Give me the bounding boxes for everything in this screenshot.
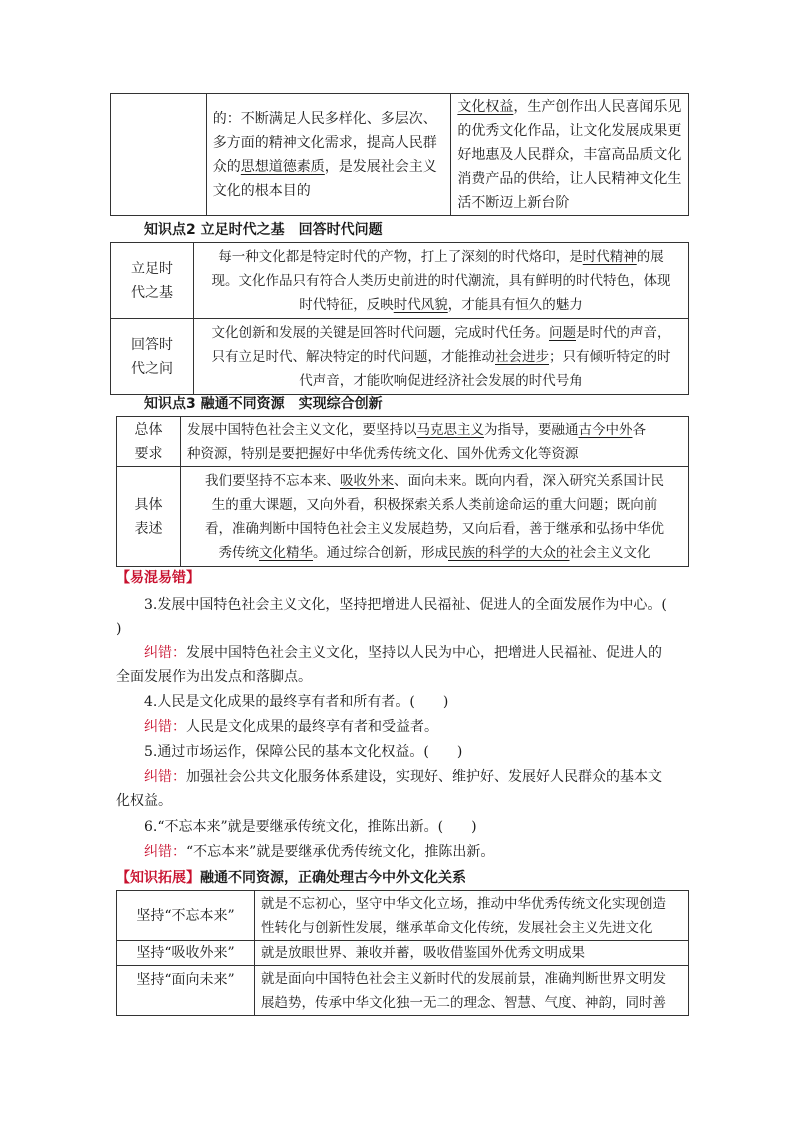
expand-row1-label: 坚持“不忘本来” (117, 891, 255, 941)
expand-row3-text: 就是面向中国特色社会主义新时代的发展前景，准确判断世界文明发 展趋势，传承中华文化独一无二的理念、智慧、气度、神韵，同时善 (255, 966, 689, 1016)
expand-row2-text: 就是放眼世界、兼收并蓄，吸收借鉴国外优秀文明成果 (255, 941, 689, 966)
expand-row3-label: 坚持“面向未来” (117, 966, 255, 1016)
q6-line: 6.“不忘本来”就是要继承传统文化，推陈出新。( ) (144, 819, 477, 835)
a5-line: 纠错：加强社会公共文化服务体系建设，实现好、维护好、发展好人民群众的基本文 (144, 769, 662, 785)
expand-row2-label: 坚持“吸收外来” (117, 941, 255, 966)
right-line: 好地惠及人民群众，丰富高品质文化 (457, 146, 682, 163)
fix-label: 纠错： (144, 719, 186, 735)
right-line: 消费产品的供给，让人民精神文化生 (457, 170, 682, 187)
mid-line: 多方面的精神文化需求，提高人民群 (212, 134, 437, 151)
q4-line: 4.人民是文化成果的最终享有者和所有者。( ) (144, 694, 449, 710)
a3-line: 纠错：发展中国特色社会主义文化，坚持以人民为中心，把增进人民福祉、促进人的 (144, 645, 662, 661)
q3-line: 3.发展中国特色社会主义文化，坚持把增进人民福祉、促进人的全面发展作为中心。( (144, 597, 667, 613)
right-line: 活不断迈上新台阶 (457, 194, 570, 211)
fix-label: 纠错： (144, 844, 186, 860)
right-line: 的优秀文化作品，让文化发展成果更 (457, 122, 682, 139)
kp2-row2-label: 回答时 代之问 (111, 319, 194, 395)
a4-line: 纠错：人民是文化成果的最终享有者和受益者。 (144, 719, 438, 735)
mid-line: 的：不断满足人民多样化、多层次、 (212, 110, 437, 127)
underline-keyword: 文化权益 (457, 98, 514, 115)
table-top-mid-cell (206, 94, 451, 216)
kp2-row2-text: 文化创新和发展的关键是回答时代问题，完成时代任务。问题是时代的声音， 只有立足时代、解决特定的时代问题，才能推动社会进步；只有倾听特定的时 代声音，才能吹响促进经济社会发展的时代号角 (194, 319, 689, 395)
kp2-row1-text: 每一种文化都是特定时代的产物，打上了深刻的时代烙印，是时代精神的展 现。文化作品只有符合人类历史前进的时代潮流，具有鲜明的时代特色，体现 时代特征，反映时代风貌，才能具有恒久的魅力 (194, 243, 689, 319)
kp3-row2-text: 我们要坚持不忘本来、吸收外来、面向未来。既向内看，深入研究关系国计民 生的重大课题，又向外看，积极探索关系人类前途命运的重大问题；既向前 看，准确判断中国特色社会主义发展趋势，又向后看，善于继承和弘扬中华优 秀传统文化精华。通过综合创新，形成民族的科学的大众的社会主义文化 (181, 467, 689, 567)
expand-row1-text: 就是不忘初心，坚守中华文化立场，推动中华优秀传统文化实现创造 性转化与创新性发展，继承革命文化传统，发展社会主义先进文化 (255, 891, 689, 941)
q3-paren: ) (116, 621, 122, 637)
a3-line-2: 全面发展作为出发点和落脚点。 (116, 669, 312, 685)
kp3-row2-label: 具体 表述 (117, 467, 181, 567)
fix-label: 纠错： (144, 769, 186, 785)
table-top-right-cell (451, 94, 689, 216)
q5-line: 5.通过市场运作，保障公民的基本文化权益。( ) (144, 744, 463, 760)
kp3-heading: 知识点3 融通不同资源 实现综合创新 (144, 396, 383, 412)
kp3-table (116, 416, 689, 567)
right-line: 文化权益，生产创作出人民喜闻乐见 (457, 98, 682, 115)
kp2-heading: 知识点2 立足时代之基 回答时代问题 (144, 222, 383, 238)
fix-label: 纠错： (144, 645, 186, 661)
mid-line: 文化的根本目的 (212, 182, 311, 199)
mid-line: 众的思想道德素质，是发展社会主义 (212, 158, 437, 175)
expand-heading: 【知识拓展】融通不同资源，正确处理古今中外文化关系 (116, 870, 466, 886)
a6-line: 纠错：“不忘本来”就是要继承优秀传统文化，推陈出新。 (144, 844, 495, 860)
kp3-row1-label: 总体 要求 (117, 417, 181, 467)
kp2-row1-label: 立足时 代之基 (111, 243, 194, 319)
confuse-heading: 【易混易错】 (116, 570, 200, 586)
table-top (110, 93, 689, 216)
a5-line-2: 化权益。 (116, 793, 172, 809)
kp3-row1-text: 发展中国特色社会主义文化，要坚持以马克思主义为指导，要融通古今中外各 种资源，特别是要把握好中华优秀传统文化、国外优秀文化等资源 (181, 417, 689, 467)
expand-table (116, 890, 689, 1016)
kp2-table (110, 242, 689, 395)
table-top-empty-cell (111, 94, 207, 216)
underline-keyword: 思想道德素质 (240, 158, 325, 175)
